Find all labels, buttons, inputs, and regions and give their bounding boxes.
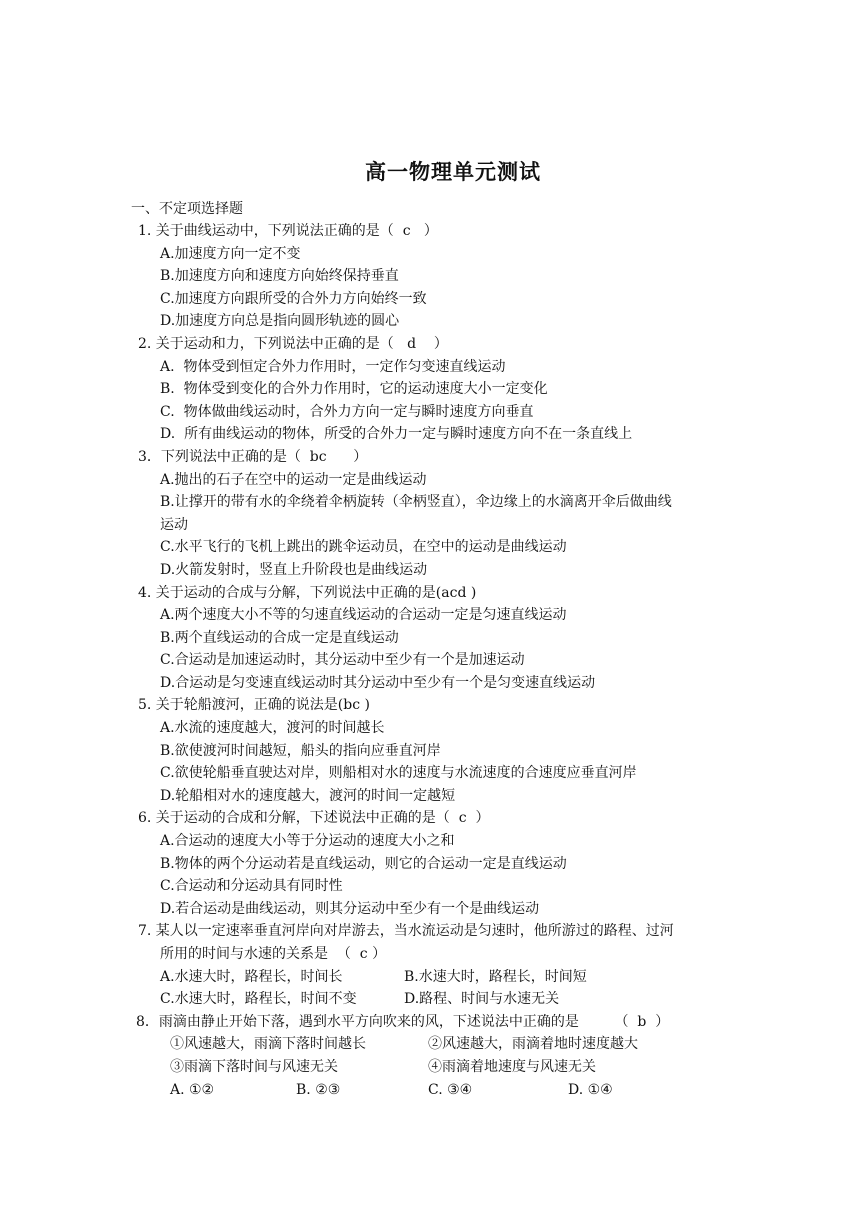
option-row [0, 988, 860, 1011]
question-stem: 4. 关于运动的合成与分解，下列说法中正确的是(acd ) [138, 584, 477, 601]
option: A.抛出的石子在空中的运动一定是曲线运动 [160, 471, 427, 488]
option: A.两个速度大小不等的匀速直线运动的合运动一定是匀速直线运动 [160, 607, 567, 624]
question-stem: 5. 关于轮船渡河，正确的说法是(bc ) [138, 697, 370, 714]
question-stem-continuation: 所用的时间与水速的关系是 （ c ） [160, 946, 387, 962]
question-stem: 1. 关于曲线运动中，下列说法正确的是（ c ） [138, 223, 438, 239]
choice: A. ①② [170, 1081, 215, 1098]
option: D.若合运动是曲线运动，则其分运动中至少有一个是曲线运动 [160, 900, 540, 917]
option: A.水速大时，路程长，时间长 [160, 968, 343, 985]
option: A.合运动的速度大小等于分运动的速度大小之和 [160, 833, 455, 850]
option: B.水速大时，路程长，时间短 [404, 968, 587, 985]
option: C.加速度方向跟所受的合外力方向始终一致 [160, 290, 427, 307]
statement: ①风速越大，雨滴下落时间越长 [170, 1036, 366, 1053]
statement: ④雨滴着地速度与风速无关 [428, 1058, 596, 1075]
question-stem: 3．下列说法中正确的是（ bc ） [138, 448, 368, 465]
option: B.欲使渡河时间越短，船头的指向应垂直河岸 [160, 742, 441, 759]
option: B.物体的两个分运动若是直线运动，则它的合运动一定是直线运动 [160, 855, 567, 872]
question-stem: 2. 关于运动和力，下列说法中正确的是（ d ） [138, 335, 448, 352]
option: A.加速度方向一定不变 [160, 245, 301, 262]
question-list [0, 220, 860, 1101]
option: D.合运动是匀变速直线运动时其分运动中至少有一个是匀变速直线运动 [160, 674, 596, 691]
statement: ③雨滴下落时间与风速无关 [170, 1058, 338, 1075]
statement-row [0, 1033, 860, 1056]
option: B. 物体受到变化的合外力作用时，它的运动速度大小一定变化 [160, 381, 548, 398]
choice: D. ①④ [568, 1081, 613, 1098]
option: D.路程、时间与水速无关 [404, 991, 560, 1008]
option: A.水流的速度越大，渡河的时间越长 [160, 720, 385, 737]
choice-row [0, 1079, 860, 1102]
option: A. 物体受到恒定合外力作用时，一定作匀变速直线运动 [160, 358, 506, 375]
option: C.合运动是加速运动时，其分运动中至少有一个是加速运动 [160, 652, 525, 669]
option-row [0, 966, 860, 989]
choice: C. ③④ [428, 1081, 473, 1098]
question-stem: 7. 某人以一定速率垂直河岸向对岸游去，当水流运动是匀速时，他所游过的路程、过河 [138, 923, 674, 940]
option-continuation: 运动 [160, 516, 188, 533]
option: D.轮船相对水的速度越大，渡河的时间一定越短 [160, 787, 456, 804]
option: B.加速度方向和速度方向始终保持垂直 [160, 268, 399, 285]
question-stem: 8．雨滴由静止开始下落，遇到水平方向吹来的风，下述说法中正确的是 （ b ） [136, 1013, 670, 1030]
option: D.加速度方向总是指向圆形轨迹的圆心 [160, 313, 400, 330]
option: C.水平飞行的飞机上跳出的跳伞运动员，在空中的运动是曲线运动 [160, 539, 567, 556]
option: C.水速大时，路程长，时间不变 [160, 991, 357, 1008]
option: C.欲使轮船垂直驶达对岸，则船相对水的速度与水流速度的合速度应垂直河岸 [160, 765, 637, 782]
statement: ②风速越大，雨滴着地时速度越大 [428, 1036, 638, 1053]
choice: B. ②③ [296, 1081, 341, 1098]
option: C.合运动和分运动具有同时性 [160, 878, 343, 895]
option: B.让撑开的带有水的伞绕着伞柄旋转（伞柄竖直），伞边缘上的水滴离开伞后做曲线 [160, 494, 672, 511]
option: D.火箭发射时，竖直上升阶段也是曲线运动 [160, 561, 428, 578]
statement-row [0, 1056, 860, 1079]
option: B.两个直线运动的合成一定是直线运动 [160, 629, 399, 646]
option: C. 物体做曲线运动时，合外力方向一定与瞬时速度方向垂直 [160, 403, 534, 420]
question-stem: 6. 关于运动的合成和分解，下述说法中正确的是（ c ） [138, 810, 490, 827]
page-title: 高一物理单元测试 [365, 159, 541, 184]
section-heading: 一、不定项选择题 [131, 201, 243, 217]
option: D. 所有曲线运动的物体，所受的合外力一定与瞬时速度方向不在一条直线上 [160, 426, 633, 443]
